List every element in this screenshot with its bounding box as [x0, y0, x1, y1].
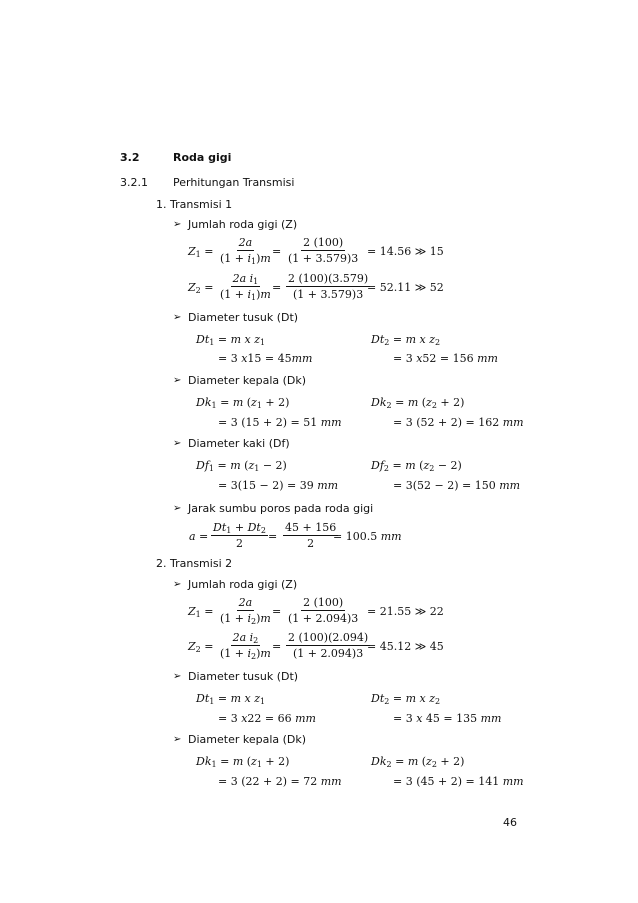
t1-a-denominator: 2	[307, 537, 315, 550]
t1-a-fraction-symbolic: $\frac{Dt_1 + Dt_2}{2}$	[213, 521, 266, 550]
bullet-arrow-icon: ➢	[173, 312, 182, 323]
t2-bullet-pitch-diameter: Diameter tusuk (Dt)	[188, 670, 299, 683]
equals-sign: =	[272, 281, 282, 294]
t2-z2-result: = 45.12 ≫ 45	[367, 640, 444, 653]
bullet-arrow-icon: ➢	[173, 503, 182, 514]
page-number: 46	[503, 816, 517, 829]
t1-df1-result: = 3(15 − 2) = 39 𝑚𝑚	[218, 479, 339, 492]
t1-a-lhs: a =	[189, 530, 209, 543]
t1-z1-result: = 14.56 ≫ 15	[367, 245, 444, 258]
t1-z2-lhs: $Z_2$ =	[188, 281, 214, 295]
t1-bullet-root-diameter: Diameter kaki (Df)	[188, 437, 290, 450]
section-number: 3.2	[120, 151, 140, 164]
t1-df2-formula: $Df_2 = m$ $(z_2 - 2)$	[371, 459, 462, 473]
equals-sign: =	[268, 530, 278, 543]
section-title: Roda gigi	[173, 151, 232, 164]
t1-z1-lhs: $Z_1$ =	[188, 245, 214, 259]
t1-a-result: = 100.5 𝑚𝑚	[333, 530, 402, 543]
t1-dt1-result: = 3 𝑥15 = 45𝑚𝑚	[218, 352, 313, 365]
subsection-number: 3.2.1	[120, 176, 148, 189]
bullet-arrow-icon: ➢	[173, 579, 182, 590]
t1-z2-fraction-symbolic: $\frac{2a i_1}{(1 + i_1)m}$	[220, 272, 271, 302]
t1-z2-fraction-numeric	[286, 272, 370, 301]
t1-df2-result: = 3(52 − 2) = 150 𝑚𝑚	[393, 479, 521, 492]
bullet-arrow-icon: ➢	[173, 219, 182, 230]
t2-dt1-formula: $Dt_1 = m$ x $z_1$	[196, 692, 266, 706]
t2-bullet-gear-count: Jumlah roda gigi (Z)	[188, 578, 298, 591]
t1-z2-numerator: 2 (100)(3.579)	[288, 272, 369, 285]
bullet-arrow-icon: ➢	[173, 671, 182, 682]
t2-z2-lhs: $Z_2$ =	[188, 640, 214, 654]
t1-z2-denominator: (1 + 3.579)3	[292, 288, 364, 301]
t1-dt2-result: = 3 𝑥52 = 156 𝑚𝑚	[393, 352, 498, 365]
t1-z1-fraction-symbolic: $\frac{2a}{(1 + i_1)m}$	[220, 236, 271, 266]
t2-dt2-result: = 3 𝑥 45 = 135 𝑚𝑚	[393, 712, 502, 725]
t2-dk2-formula: $Dk_2 = m$ $(z_2 + 2)$	[371, 755, 465, 769]
t1-dt1-formula: $Dt_1 = m$ x $z_1$	[196, 333, 266, 347]
t1-a-fraction-numeric	[283, 521, 338, 550]
t2-z1-result: = 21.55 ≫ 22	[367, 605, 444, 618]
t1-a-numerator: 45 + 156	[285, 521, 337, 534]
t2-dk1-formula: $Dk_1 = m$ $(z_1 + 2)$	[196, 755, 290, 769]
t1-dk2-result: = 3 (52 + 2) = 162 𝑚𝑚	[393, 416, 524, 429]
bullet-arrow-icon: ➢	[173, 375, 182, 386]
t1-dk1-formula: $Dk_1 = m$ $(z_1 + 2)$	[196, 396, 290, 410]
t2-dk1-result: = 3 (22 + 2) = 72 𝑚𝑚	[218, 775, 342, 788]
t2-z2-fraction-symbolic: $\frac{2a i_2}{(1 + i_2)m}$	[220, 631, 271, 661]
t1-z1-numerator: 2 (100)	[303, 236, 344, 249]
t1-df1-formula: $Df_1 = m$ $(z_1 - 2)$	[196, 459, 287, 473]
t1-bullet-gear-count: Jumlah roda gigi (Z)	[188, 218, 298, 231]
t1-bullet-tip-diameter: Diameter kepala (Dk)	[188, 374, 307, 387]
t1-dk2-formula: $Dk_2 = m$ $(z_2 + 2)$	[371, 396, 465, 410]
t1-bullet-center-distance: Jarak sumbu poros pada roda gigi	[188, 502, 374, 515]
t2-z2-fraction-numeric	[286, 631, 370, 660]
t2-dt1-result: = 3 𝑥22 = 66 𝑚𝑚	[218, 712, 316, 725]
transmisi-2-heading: 2. Transmisi 2	[156, 557, 233, 570]
t2-dt2-formula: $Dt_2 = m$ x $z_2$	[371, 692, 441, 706]
t2-z2-numerator: 2 (100)(2.094)	[288, 631, 369, 644]
t1-dk1-result: = 3 (15 + 2) = 51 𝑚𝑚	[218, 416, 342, 429]
t2-dk2-result: = 3 (45 + 2) = 141 𝑚𝑚	[393, 775, 524, 788]
bullet-arrow-icon: ➢	[173, 438, 182, 449]
t2-z1-lhs: $Z_1$ =	[188, 605, 214, 619]
equals-sign: =	[272, 245, 282, 258]
transmisi-1-heading: 1. Transmisi 1	[156, 198, 233, 211]
t2-z2-denominator: (1 + 2.094)3	[292, 647, 364, 660]
t2-z1-denominator: (1 + 2.094)3	[288, 612, 359, 625]
subsection-title: Perhitungan Transmisi	[173, 176, 295, 189]
equals-sign: =	[272, 605, 282, 618]
equals-sign: =	[272, 640, 282, 653]
t1-z1-fraction-numeric	[286, 236, 360, 265]
t2-bullet-tip-diameter: Diameter kepala (Dk)	[188, 733, 307, 746]
t2-z1-fraction-symbolic: $\frac{2a}{(1 + i_2)m}$	[220, 596, 271, 626]
t2-z1-numerator: 2 (100)	[303, 596, 344, 609]
t1-z2-result: = 52.11 ≫ 52	[367, 281, 444, 294]
t1-bullet-pitch-diameter: Diameter tusuk (Dt)	[188, 311, 299, 324]
t2-z1-fraction-numeric	[286, 596, 360, 625]
t1-dt2-formula: $Dt_2 = m$ x $z_2$	[371, 333, 441, 347]
t1-z1-denominator: (1 + 3.579)3	[288, 252, 359, 265]
bullet-arrow-icon: ➢	[173, 734, 182, 745]
